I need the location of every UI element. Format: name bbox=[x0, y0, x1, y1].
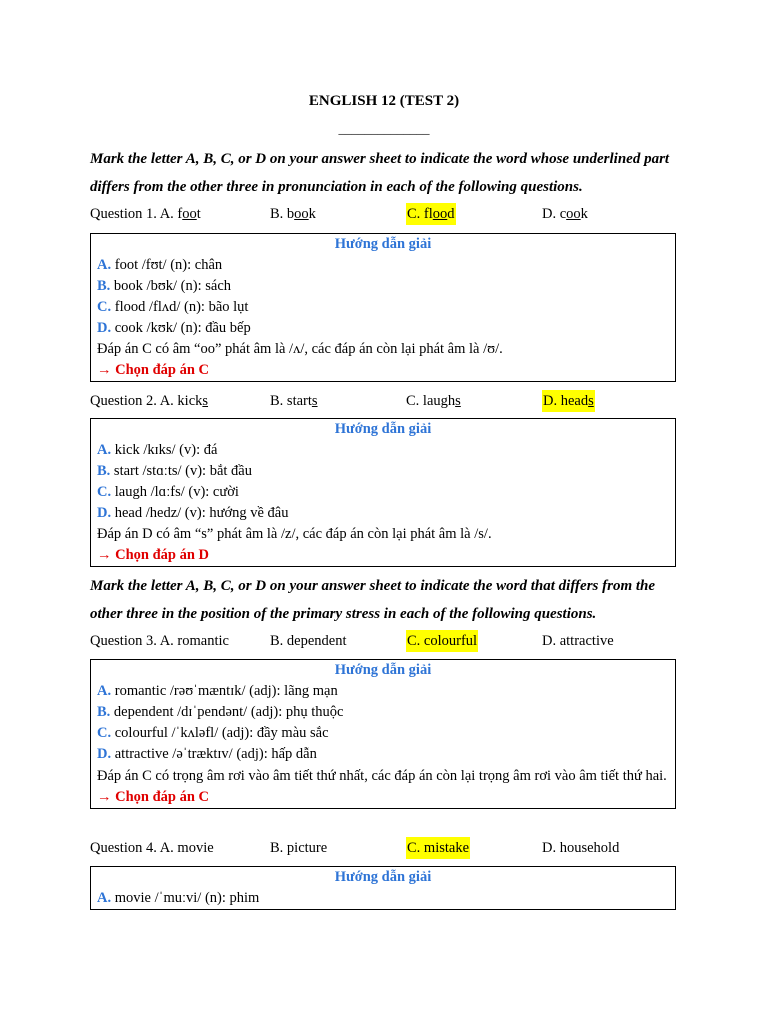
option-text: C. laugh bbox=[406, 393, 456, 409]
option-letter: A. bbox=[97, 442, 112, 458]
guide-line-b bbox=[97, 702, 669, 723]
guide-explanation: Đáp án C có trọng âm rơi vào âm tiết thứ nhất, các đáp án còn lại trọng âm rơi vào âm tiết thứ hai. bbox=[97, 768, 667, 784]
option-letter: A. bbox=[97, 890, 112, 906]
guide-text: movie /ˈmuːvi/ (n): phim bbox=[111, 890, 260, 906]
question-4-option-a bbox=[90, 837, 214, 859]
option-text: A. movie bbox=[159, 840, 214, 856]
question-4-option-d: D. household bbox=[542, 840, 620, 856]
question-2-row bbox=[90, 390, 690, 412]
option-text: d bbox=[447, 206, 455, 222]
option-letter: B. bbox=[97, 463, 111, 479]
guide-line-c bbox=[97, 482, 669, 503]
question-3-row bbox=[90, 630, 690, 652]
guide-text: dependent /dɪˈpendənt/ (adj): phụ thuộc bbox=[110, 704, 344, 720]
option-letter: C. bbox=[97, 484, 112, 500]
guide-text: attractive /əˈtræktɪv/ (adj): hấp dẫn bbox=[111, 746, 317, 762]
question-4-option-c: C. mistake bbox=[406, 837, 470, 859]
option-text: k bbox=[308, 206, 316, 222]
section1-instruction: Mark the letter A, B, C, or D on your answer sheet to indicate the word whose underlined part differs from the other three in pronunciation in each of the following questions. bbox=[90, 151, 670, 195]
question-1-option-b bbox=[270, 203, 316, 225]
guide-line-c bbox=[97, 723, 669, 744]
question-2-option-c bbox=[406, 390, 461, 412]
question-1-label: Question 1. bbox=[90, 206, 157, 222]
guide-heading: Hướng dẫn giải bbox=[334, 662, 432, 678]
question-4-label: Question 4. bbox=[90, 840, 157, 856]
option-letter: D. bbox=[97, 505, 112, 521]
option-text: A. romantic bbox=[159, 633, 229, 649]
guide-text: colourful /ˈkʌləfl/ (adj): đầy màu sắc bbox=[111, 725, 329, 741]
guide-line-a bbox=[97, 255, 669, 276]
underlined-part: oo bbox=[294, 206, 309, 222]
guide-heading: Hướng dẫn giải bbox=[334, 869, 432, 885]
question-3-option-c: C. colourful bbox=[406, 630, 478, 652]
option-letter: A. bbox=[97, 683, 112, 699]
guide-text: laugh /lɑːfs/ (v): cười bbox=[111, 484, 239, 500]
question-2-option-b bbox=[270, 390, 318, 412]
underlined-part: oo bbox=[182, 206, 197, 222]
question-4-guide-box bbox=[90, 866, 676, 910]
question-3-option-b: B. dependent bbox=[270, 633, 347, 649]
guide-line-d bbox=[97, 744, 669, 765]
underlined-part: s bbox=[202, 393, 209, 409]
underlined-part: s bbox=[588, 393, 594, 409]
guide-text: flood /flʌd/ (n): bão lụt bbox=[111, 299, 249, 315]
guide-text: cook /kʊk/ (n): đầu bếp bbox=[111, 320, 251, 336]
question-3-option-d: D. attractive bbox=[542, 633, 614, 649]
option-letter: A. bbox=[97, 257, 112, 273]
question-3-option-a bbox=[90, 630, 229, 652]
guide-line-a bbox=[97, 681, 669, 702]
option-text: C. fl bbox=[407, 206, 433, 222]
question-3-label: Question 3. bbox=[90, 633, 157, 649]
guide-line-a bbox=[97, 888, 669, 909]
guide-line-d bbox=[97, 503, 669, 524]
guide-line-d bbox=[97, 318, 669, 339]
option-text: D. head bbox=[543, 393, 589, 409]
option-text: t bbox=[196, 206, 201, 222]
option-letter: D. bbox=[97, 320, 112, 336]
section2-instruction: Mark the letter A, B, C, or D on your answer sheet to indicate the word that differs from the other three in the position of the primary stress in each of the following questions. bbox=[90, 578, 656, 622]
option-text: k bbox=[580, 206, 588, 222]
underlined-part: oo bbox=[432, 206, 448, 222]
guide-text: romantic /rəʊˈmæntɪk/ (adj): lãng mạn bbox=[111, 683, 338, 699]
underlined-part: oo bbox=[566, 206, 581, 222]
underlined-part: s bbox=[311, 393, 318, 409]
question-1-option-a bbox=[90, 203, 201, 225]
option-letter: B. bbox=[97, 704, 111, 720]
question-1-row bbox=[90, 203, 690, 225]
guide-explanation: Đáp án D có âm “s” phát âm là /z/, các đáp án còn lại phát âm là /s/. bbox=[97, 526, 492, 542]
option-letter: C. bbox=[97, 299, 112, 315]
guide-text: kick /kɪks/ (v): đá bbox=[111, 442, 218, 458]
option-letter: D. bbox=[97, 746, 112, 762]
option-text: D. c bbox=[542, 206, 567, 222]
option-text: B. b bbox=[270, 206, 295, 222]
guide-text: foot /fʊt/ (n): chân bbox=[111, 257, 223, 273]
option-letter: B. bbox=[97, 278, 111, 294]
guide-explanation: Đáp án C có âm “oo” phát âm là /ʌ/, các đáp án còn lại phát âm là /ʊ/. bbox=[97, 341, 503, 357]
guide-heading: Hướng dẫn giải bbox=[334, 421, 432, 437]
guide-text: head /hedz/ (v): hướng về đâu bbox=[111, 505, 289, 521]
guide-answer: → Chọn đáp án C bbox=[97, 362, 210, 378]
question-1-guide-box bbox=[90, 233, 676, 382]
guide-text: book /bʊk/ (n): sách bbox=[110, 278, 232, 294]
underlined-part: s bbox=[455, 393, 461, 409]
guide-line-b bbox=[97, 461, 669, 482]
guide-answer: → Chọn đáp án D bbox=[97, 547, 210, 563]
guide-answer: → Chọn đáp án C bbox=[97, 789, 210, 805]
guide-text: start /stɑːts/ (v): bắt đầu bbox=[110, 463, 252, 479]
guide-line-c bbox=[97, 297, 669, 318]
question-4-option-b: B. picture bbox=[270, 840, 328, 856]
question-2-option-a bbox=[90, 390, 208, 412]
question-2-label: Question 2. bbox=[90, 393, 157, 409]
option-text: A. kick bbox=[159, 393, 203, 409]
page-title: ENGLISH 12 (TEST 2) bbox=[308, 93, 460, 109]
question-4-row bbox=[90, 837, 690, 859]
question-3-guide-box bbox=[90, 659, 676, 809]
question-1-option-d bbox=[542, 203, 588, 225]
question-1-option-c bbox=[406, 203, 456, 225]
guide-heading: Hướng dẫn giải bbox=[334, 236, 432, 252]
option-text: B. start bbox=[270, 393, 312, 409]
question-2-option-d bbox=[542, 390, 595, 412]
title-rule: ______________ bbox=[338, 121, 430, 136]
guide-line-a bbox=[97, 440, 669, 461]
option-letter: C. bbox=[97, 725, 112, 741]
guide-line-b bbox=[97, 276, 669, 297]
question-2-guide-box bbox=[90, 418, 676, 567]
option-text: A. f bbox=[159, 206, 183, 222]
